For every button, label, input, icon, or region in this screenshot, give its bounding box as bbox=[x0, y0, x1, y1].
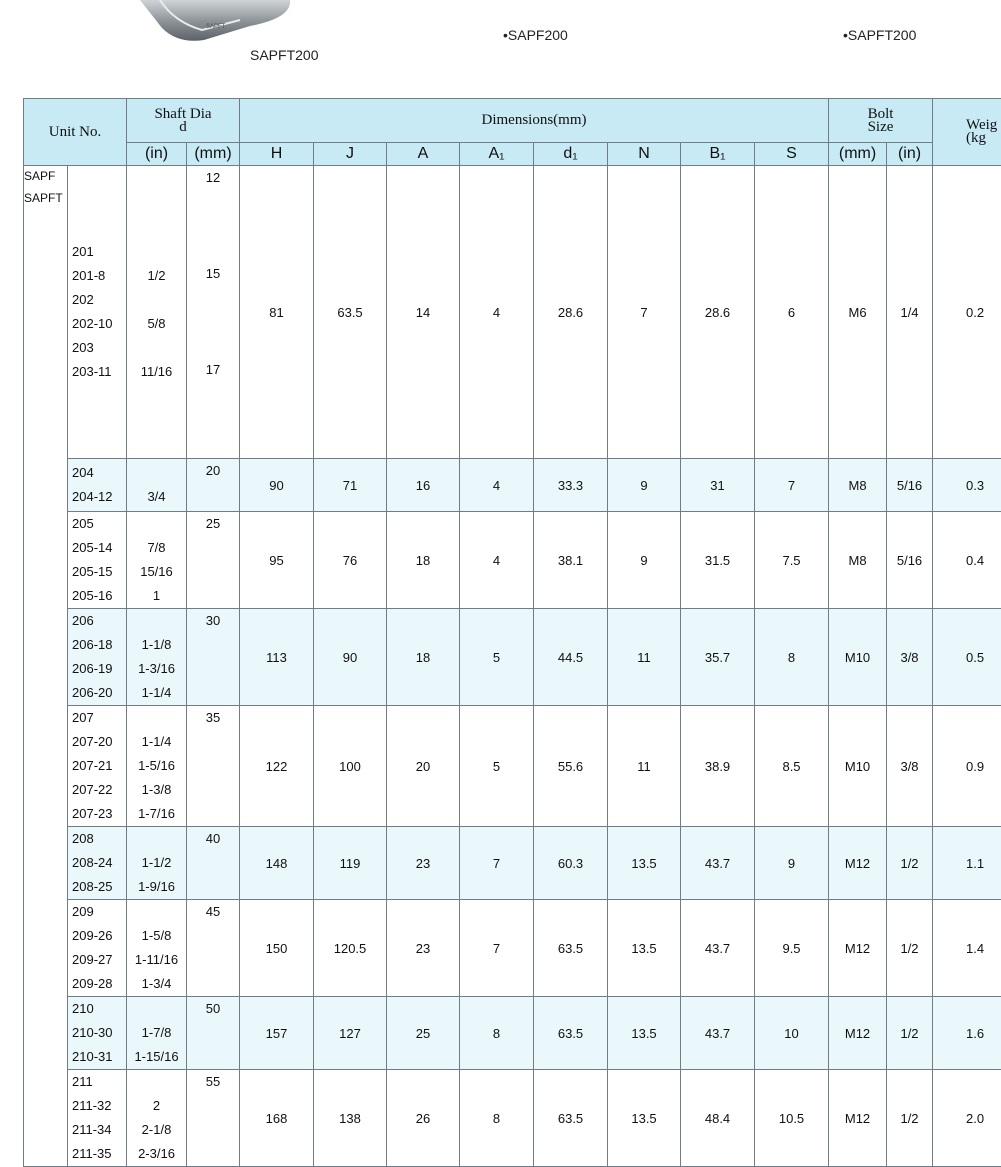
shaft-inch-value bbox=[127, 706, 186, 730]
dim-n-cell: 13.5 bbox=[608, 1070, 681, 1167]
dim-n-cell: 9 bbox=[608, 459, 681, 512]
dim-s-cell: 8.5 bbox=[755, 706, 829, 827]
dim-b1-cell: 31.5 bbox=[681, 512, 755, 609]
shaft-mm-cell bbox=[187, 900, 240, 997]
dim-h-cell: 90 bbox=[240, 459, 314, 512]
dim-d1-cell: 55.6 bbox=[534, 706, 608, 827]
dim-n-cell: 11 bbox=[608, 609, 681, 706]
col-j-header: J bbox=[314, 143, 387, 166]
dim-j-cell: 76 bbox=[314, 512, 387, 609]
unit-number: 209-26 bbox=[68, 924, 126, 948]
weight-cell: 1.1 bbox=[933, 827, 1001, 900]
shaft-inch-value: 11/16 bbox=[127, 360, 186, 384]
shaft-mm-value: 45 bbox=[187, 904, 239, 952]
dim-a1-cell: 5 bbox=[460, 609, 534, 706]
col-b1-header: B₁ bbox=[681, 143, 755, 166]
shaft-in-header: (in) bbox=[127, 143, 187, 166]
shaft-inch-value: 1-5/16 bbox=[127, 754, 186, 778]
bolt-in-cell: 1/2 bbox=[887, 900, 933, 997]
unit-numbers-cell bbox=[68, 997, 127, 1070]
dim-a-cell: 14 bbox=[387, 166, 460, 459]
shaft-inch-value: 1-3/8 bbox=[127, 778, 186, 802]
shaft-inch-value: 1-7/8 bbox=[127, 1021, 186, 1045]
dim-j-cell: 63.5 bbox=[314, 166, 387, 459]
shaft-inch-cell bbox=[127, 1070, 187, 1167]
bolt-in-cell: 1/2 bbox=[887, 827, 933, 900]
dim-d1-cell: 38.1 bbox=[534, 512, 608, 609]
dim-d1-cell: 33.3 bbox=[534, 459, 608, 512]
bolt-mm-cell: M12 bbox=[829, 1070, 887, 1167]
shaft-inch-value bbox=[127, 512, 186, 536]
weight-cell: 1.4 bbox=[933, 900, 1001, 997]
unit-number: 205-14 bbox=[68, 536, 126, 560]
bolt-in-cell: 1/2 bbox=[887, 1070, 933, 1167]
dim-s-cell: 6 bbox=[755, 166, 829, 459]
col-s-header: S bbox=[755, 143, 829, 166]
shaft-inch-cell bbox=[127, 166, 187, 459]
bolt-size-header: Bolt Size bbox=[829, 99, 933, 143]
shaft-mm-cell bbox=[187, 512, 240, 609]
bolt-in-cell: 5/16 bbox=[887, 459, 933, 512]
shaft-inch-value: 1-1/2 bbox=[127, 851, 186, 875]
dim-s-cell: 9 bbox=[755, 827, 829, 900]
shaft-inch-value: 1 bbox=[127, 584, 186, 608]
shaft-inch-value bbox=[127, 240, 186, 264]
dim-a-cell: 23 bbox=[387, 900, 460, 997]
bolt-mm-cell: M12 bbox=[829, 997, 887, 1070]
dim-a-cell: 18 bbox=[387, 609, 460, 706]
dim-s-cell: 10 bbox=[755, 997, 829, 1070]
bolt-mm-cell: M8 bbox=[829, 512, 887, 609]
col-a1-header: A₁ bbox=[460, 143, 534, 166]
dim-j-cell: 90 bbox=[314, 609, 387, 706]
unit-numbers-cell bbox=[68, 706, 127, 827]
table-row bbox=[24, 1070, 1001, 1167]
dim-h-cell: 148 bbox=[240, 827, 314, 900]
unit-numbers-cell bbox=[68, 459, 127, 512]
shaft-inch-value: 3/4 bbox=[127, 485, 186, 509]
shaft-mm-value: 20 bbox=[187, 463, 239, 511]
model-name: SAPFT bbox=[24, 188, 67, 210]
dim-b1-cell: 28.6 bbox=[681, 166, 755, 459]
shaft-inch-value bbox=[127, 609, 186, 633]
shaft-mm-cell bbox=[187, 609, 240, 706]
bolt-mm-cell: M6 bbox=[829, 166, 887, 459]
shaft-inch-value: 1-9/16 bbox=[127, 875, 186, 899]
unit-number: 206-19 bbox=[68, 657, 126, 681]
shaft-mm-value: 35 bbox=[187, 710, 239, 758]
shaft-inch-value: 1/2 bbox=[127, 264, 186, 288]
table-row bbox=[24, 900, 1001, 997]
dim-a1-cell: 4 bbox=[460, 459, 534, 512]
shaft-mm-cell bbox=[187, 166, 240, 459]
dim-a-cell: 16 bbox=[387, 459, 460, 512]
table-row bbox=[24, 512, 1001, 609]
weight-cell: 1.6 bbox=[933, 997, 1001, 1070]
dimensions-header: Dimensions(mm) bbox=[240, 99, 829, 143]
shaft-mm-value: 50 bbox=[187, 1001, 239, 1049]
diagram-caption-sapft: •SAPFT200 bbox=[843, 27, 916, 43]
bolt-mm-cell: M12 bbox=[829, 900, 887, 997]
bolt-mm-cell: M10 bbox=[829, 706, 887, 827]
unit-number: 209-27 bbox=[68, 948, 126, 972]
shaft-mm-value: 30 bbox=[187, 613, 239, 661]
shaft-mm-value: 12 bbox=[187, 170, 239, 218]
dim-a-cell: 18 bbox=[387, 512, 460, 609]
unit-number: 204 bbox=[68, 461, 126, 485]
unit-numbers-cell bbox=[68, 1070, 127, 1167]
dim-b1-cell: 35.7 bbox=[681, 609, 755, 706]
shaft-dia-header: Shaft Dia d bbox=[127, 99, 240, 143]
shaft-inch-value bbox=[127, 288, 186, 312]
weight-header: Weig (kg bbox=[933, 99, 1001, 166]
diagram-caption-sapf: •SAPF200 bbox=[503, 27, 568, 43]
dim-j-cell: 138 bbox=[314, 1070, 387, 1167]
unit-number: 205 bbox=[68, 512, 126, 536]
bolt-in-header: (in) bbox=[887, 143, 933, 166]
unit-number: 206-18 bbox=[68, 633, 126, 657]
dim-s-cell: 10.5 bbox=[755, 1070, 829, 1167]
shaft-inch-cell bbox=[127, 706, 187, 827]
unit-number: 203-11 bbox=[68, 360, 126, 384]
dim-a1-cell: 8 bbox=[460, 997, 534, 1070]
dim-n-cell: 13.5 bbox=[608, 827, 681, 900]
col-d1-header: d₁ bbox=[534, 143, 608, 166]
dim-b1-cell: 43.7 bbox=[681, 997, 755, 1070]
unit-number: 208-24 bbox=[68, 851, 126, 875]
dim-d1-cell: 63.5 bbox=[534, 900, 608, 997]
unit-number: 205-16 bbox=[68, 584, 126, 608]
bearing-unit-photo bbox=[140, 0, 315, 46]
dim-j-cell: 127 bbox=[314, 997, 387, 1070]
unit-number: 208 bbox=[68, 827, 126, 851]
unit-number: 207 bbox=[68, 706, 126, 730]
col-a-header: A bbox=[387, 143, 460, 166]
shaft-mm-value: 40 bbox=[187, 831, 239, 879]
model-series-cell bbox=[24, 166, 68, 1167]
shaft-inch-value bbox=[127, 997, 186, 1021]
unit-number: 209-28 bbox=[68, 972, 126, 996]
dim-a-cell: 26 bbox=[387, 1070, 460, 1167]
shaft-mm-cell bbox=[187, 1070, 240, 1167]
unit-number: 201 bbox=[68, 240, 126, 264]
dim-n-cell: 13.5 bbox=[608, 997, 681, 1070]
dim-d1-cell: 44.5 bbox=[534, 609, 608, 706]
unit-number: 207-22 bbox=[68, 778, 126, 802]
table-row bbox=[24, 166, 1001, 459]
unit-no-header: Unit No. bbox=[24, 99, 127, 166]
unit-numbers-cell bbox=[68, 512, 127, 609]
shaft-inch-value: 2-3/16 bbox=[127, 1142, 186, 1166]
dim-a1-cell: 7 bbox=[460, 827, 534, 900]
shaft-inch-value: 1-1/4 bbox=[127, 730, 186, 754]
shaft-inch-value: 1-1/4 bbox=[127, 681, 186, 705]
shaft-mm-value: 55 bbox=[187, 1074, 239, 1122]
dim-d1-cell: 63.5 bbox=[534, 1070, 608, 1167]
dim-j-cell: 71 bbox=[314, 459, 387, 512]
shaft-mm-value bbox=[187, 218, 239, 266]
unit-number: 204-12 bbox=[68, 485, 126, 509]
col-n-header: N bbox=[608, 143, 681, 166]
shaft-inch-value: 15/16 bbox=[127, 560, 186, 584]
weight-cell: 0.2 bbox=[933, 166, 1001, 459]
shaft-mm-header: (mm) bbox=[187, 143, 240, 166]
dim-j-cell: 100 bbox=[314, 706, 387, 827]
bolt-mm-cell: M12 bbox=[829, 827, 887, 900]
unit-number: 207-21 bbox=[68, 754, 126, 778]
shaft-mm-cell bbox=[187, 997, 240, 1070]
shaft-mm-value bbox=[187, 410, 239, 458]
bolt-in-cell: 3/8 bbox=[887, 609, 933, 706]
unit-number: 201-8 bbox=[68, 264, 126, 288]
dim-a1-cell: 5 bbox=[460, 706, 534, 827]
dim-n-cell: 11 bbox=[608, 706, 681, 827]
shaft-mm-value: 17 bbox=[187, 362, 239, 410]
col-h-header: H bbox=[240, 143, 314, 166]
shaft-inch-value bbox=[127, 827, 186, 851]
dim-a-cell: 25 bbox=[387, 997, 460, 1070]
dim-j-cell: 119 bbox=[314, 827, 387, 900]
bolt-in-cell: 5/16 bbox=[887, 512, 933, 609]
shaft-inch-value: 1-15/16 bbox=[127, 1045, 186, 1069]
bolt-in-cell: 3/8 bbox=[887, 706, 933, 827]
dim-a1-cell: 4 bbox=[460, 512, 534, 609]
catalog-header bbox=[0, 0, 1001, 90]
model-name: SAPF bbox=[24, 166, 67, 188]
bolt-mm-cell: M8 bbox=[829, 459, 887, 512]
dim-n-cell: 13.5 bbox=[608, 900, 681, 997]
weight-cell: 0.9 bbox=[933, 706, 1001, 827]
shaft-mm-value: 25 bbox=[187, 516, 239, 564]
dim-b1-cell: 43.7 bbox=[681, 900, 755, 997]
unit-number: 211-32 bbox=[68, 1094, 126, 1118]
dim-b1-cell: 48.4 bbox=[681, 1070, 755, 1167]
unit-number: 211-34 bbox=[68, 1118, 126, 1142]
unit-number: 205-15 bbox=[68, 560, 126, 584]
unit-number: 208-25 bbox=[68, 875, 126, 899]
unit-number: 207-20 bbox=[68, 730, 126, 754]
shaft-inch-value: 1-3/4 bbox=[127, 972, 186, 996]
dim-h-cell: 122 bbox=[240, 706, 314, 827]
bolt-mm-cell: M10 bbox=[829, 609, 887, 706]
shaft-inch-value bbox=[127, 461, 186, 485]
specification-table bbox=[23, 98, 1001, 1167]
photo-caption: SAPFT200 bbox=[250, 47, 318, 63]
bolt-in-cell: 1/4 bbox=[887, 166, 933, 459]
shaft-inch-value: 1-1/8 bbox=[127, 633, 186, 657]
weight-cell: 2.0 bbox=[933, 1070, 1001, 1167]
dim-b1-cell: 38.9 bbox=[681, 706, 755, 827]
dim-d1-cell: 60.3 bbox=[534, 827, 608, 900]
shaft-mm-value: 15 bbox=[187, 266, 239, 314]
shaft-inch-value: 2 bbox=[127, 1094, 186, 1118]
bolt-in-cell: 1/2 bbox=[887, 997, 933, 1070]
unit-number: 206 bbox=[68, 609, 126, 633]
table-row bbox=[24, 609, 1001, 706]
unit-number: 210-31 bbox=[68, 1045, 126, 1069]
weight-cell: 0.4 bbox=[933, 512, 1001, 609]
dim-h-cell: 113 bbox=[240, 609, 314, 706]
dim-s-cell: 8 bbox=[755, 609, 829, 706]
unit-number: 206-20 bbox=[68, 681, 126, 705]
shaft-inch-value bbox=[127, 900, 186, 924]
svg-text:SAPFT: SAPFT bbox=[206, 24, 226, 30]
unit-number: 203 bbox=[68, 336, 126, 360]
unit-numbers-cell bbox=[68, 900, 127, 997]
dim-h-cell: 168 bbox=[240, 1070, 314, 1167]
shaft-inch-value: 1-7/16 bbox=[127, 802, 186, 826]
dim-h-cell: 150 bbox=[240, 900, 314, 997]
dim-j-cell: 120.5 bbox=[314, 900, 387, 997]
dim-a-cell: 23 bbox=[387, 827, 460, 900]
shaft-inch-value: 2-1/8 bbox=[127, 1118, 186, 1142]
dim-a1-cell: 4 bbox=[460, 166, 534, 459]
unit-numbers-cell bbox=[68, 609, 127, 706]
shaft-inch-value: 1-3/16 bbox=[127, 657, 186, 681]
shaft-inch-value bbox=[127, 336, 186, 360]
dim-n-cell: 9 bbox=[608, 512, 681, 609]
unit-number: 211-35 bbox=[68, 1142, 126, 1166]
weight-cell: 0.3 bbox=[933, 459, 1001, 512]
shaft-inch-cell bbox=[127, 900, 187, 997]
shaft-inch-cell bbox=[127, 512, 187, 609]
dim-s-cell: 7.5 bbox=[755, 512, 829, 609]
table-row bbox=[24, 997, 1001, 1070]
unit-numbers-cell bbox=[68, 827, 127, 900]
shaft-inch-cell bbox=[127, 609, 187, 706]
shaft-inch-value: 7/8 bbox=[127, 536, 186, 560]
dim-a1-cell: 8 bbox=[460, 1070, 534, 1167]
unit-number: 207-23 bbox=[68, 802, 126, 826]
shaft-mm-cell bbox=[187, 459, 240, 512]
shaft-mm-cell bbox=[187, 706, 240, 827]
dim-d1-cell: 63.5 bbox=[534, 997, 608, 1070]
unit-number: 202-10 bbox=[68, 312, 126, 336]
dim-b1-cell: 43.7 bbox=[681, 827, 755, 900]
unit-number: 210-30 bbox=[68, 1021, 126, 1045]
dim-h-cell: 95 bbox=[240, 512, 314, 609]
shaft-inch-value: 5/8 bbox=[127, 312, 186, 336]
dim-d1-cell: 28.6 bbox=[534, 166, 608, 459]
dim-b1-cell: 31 bbox=[681, 459, 755, 512]
dim-s-cell: 7 bbox=[755, 459, 829, 512]
bolt-mm-header: (mm) bbox=[829, 143, 887, 166]
dim-a1-cell: 7 bbox=[460, 900, 534, 997]
unit-number: 209 bbox=[68, 900, 126, 924]
table-row bbox=[24, 706, 1001, 827]
shaft-inch-value: 1-5/8 bbox=[127, 924, 186, 948]
dim-h-cell: 157 bbox=[240, 997, 314, 1070]
shaft-inch-cell bbox=[127, 997, 187, 1070]
weight-cell: 0.5 bbox=[933, 609, 1001, 706]
unit-number: 202 bbox=[68, 288, 126, 312]
shaft-mm-cell bbox=[187, 827, 240, 900]
shaft-inch-cell bbox=[127, 459, 187, 512]
table-row bbox=[24, 827, 1001, 900]
unit-number: 211 bbox=[68, 1070, 126, 1094]
shaft-inch-value bbox=[127, 1070, 186, 1094]
unit-numbers-cell bbox=[68, 166, 127, 459]
dim-h-cell: 81 bbox=[240, 166, 314, 459]
unit-number: 210 bbox=[68, 997, 126, 1021]
shaft-mm-value bbox=[187, 314, 239, 362]
dim-s-cell: 9.5 bbox=[755, 900, 829, 997]
shaft-inch-cell bbox=[127, 827, 187, 900]
dim-a-cell: 20 bbox=[387, 706, 460, 827]
shaft-inch-value: 1-11/16 bbox=[127, 948, 186, 972]
dim-n-cell: 7 bbox=[608, 166, 681, 459]
table-row bbox=[24, 459, 1001, 512]
